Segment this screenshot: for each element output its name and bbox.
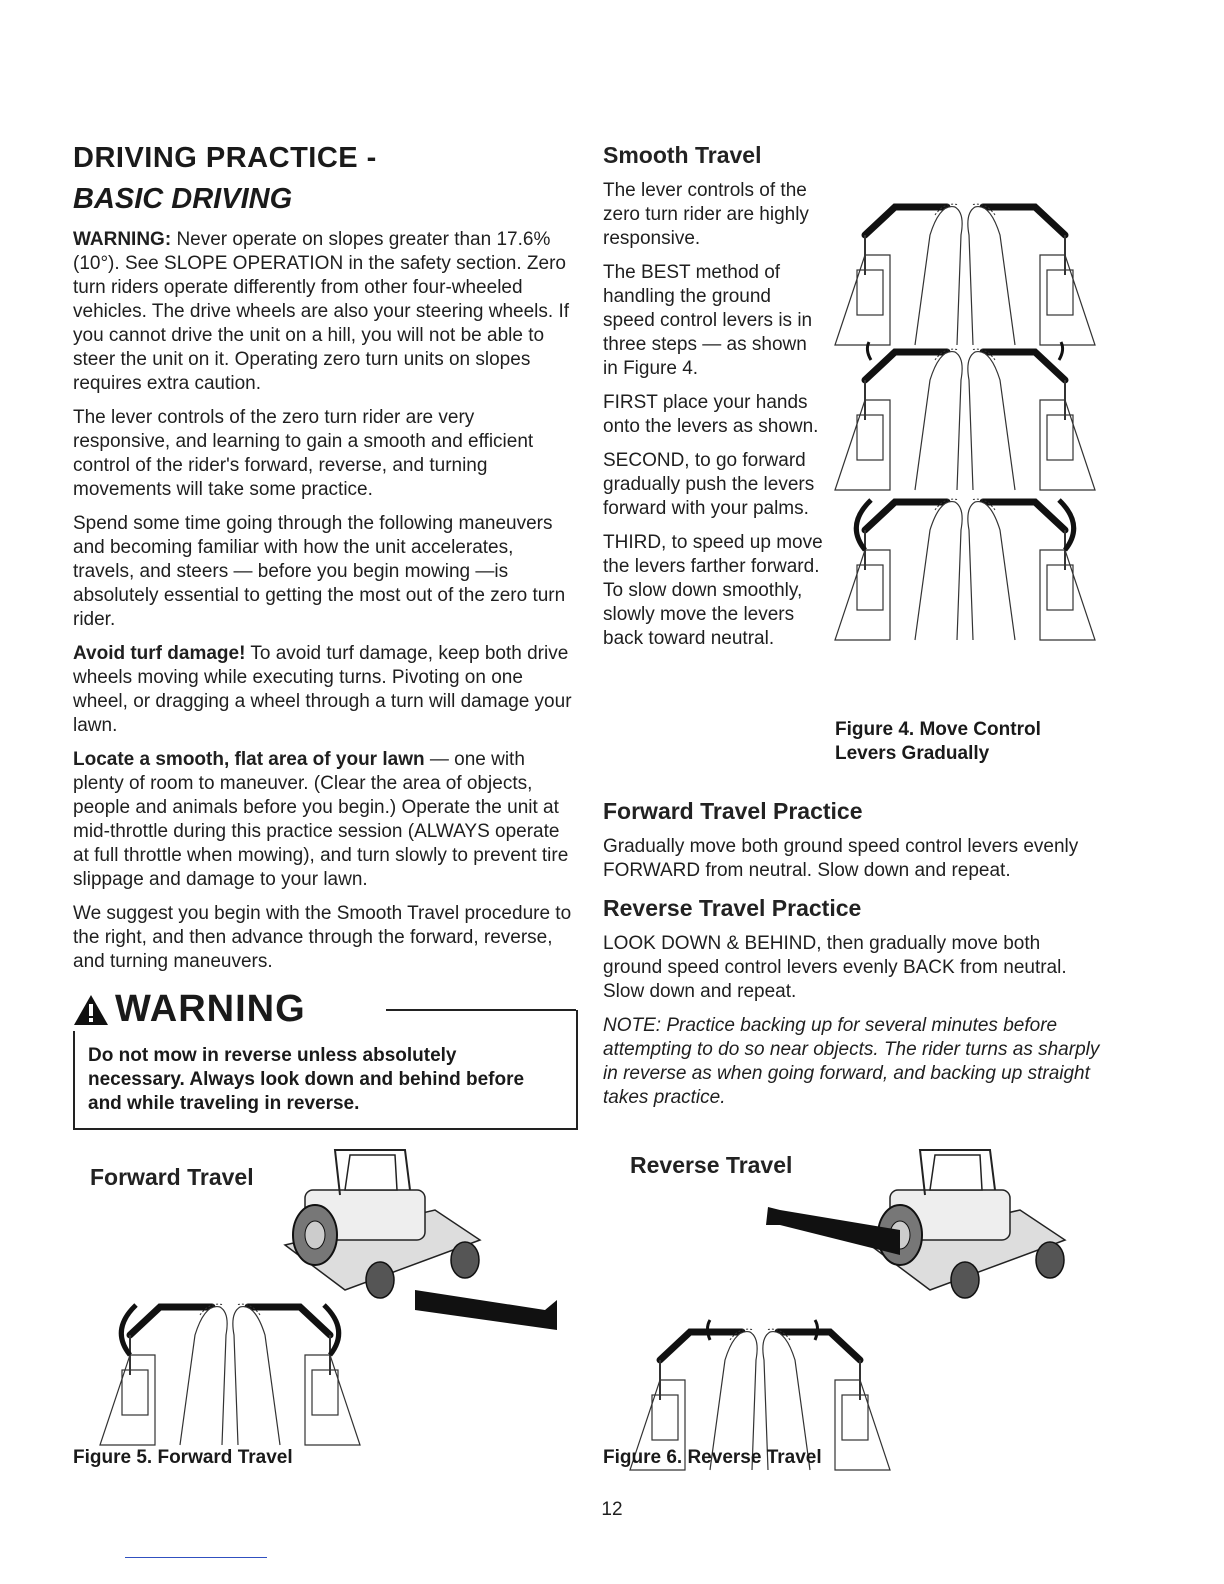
footer-rule (125, 1557, 267, 1558)
figure-5-levers-illustration (100, 1295, 360, 1455)
locate-label: Locate a smooth, flat area of your lawn (73, 749, 425, 770)
paragraph-suggestion: We suggest you begin with the Smooth Travel procedure to the right, and then advance through the forward, reverse, and turning maneuvers. (73, 903, 572, 972)
figure-4-step-2-illustration (835, 340, 1095, 500)
section-title: DRIVING PRACTICE - (73, 142, 377, 174)
warning-triangle-icon (73, 994, 109, 1026)
paragraph-turf-damage (73, 642, 573, 738)
reverse-practice-title: Reverse Travel Practice (603, 895, 862, 921)
reverse-note: NOTE: Practice backing up for several minutes before attempting to do so near objects. The rider turns as sharply in reverse as when going forward, and backing up straight takes practice. (603, 1015, 1100, 1108)
reverse-arrow-icon (760, 1195, 900, 1265)
turf-label: Avoid turf damage! (73, 643, 246, 664)
figure-5-label: Forward Travel (90, 1164, 254, 1190)
figure-4-step-3-illustration (835, 490, 1095, 650)
turf-text: To avoid turf damage, keep both drive wheels moving while executing turns. Pivoting on one wheel, or dragging a wheel through a turn will damage your lawn. (73, 643, 572, 736)
locate-text: — one with plenty of room to maneuver. (Clear the area of objects, people and animals before you begin.) Operate the unit at mid-throttle during this practice session (ALWAYS operate at full throttle when mowing), and turn slowly to prevent tire slippage and damage to your lawn. (73, 749, 569, 890)
paragraph-locate-area (73, 748, 573, 892)
forward-arrow-icon (415, 1290, 557, 1330)
figure-6-caption: Figure 6. Reverse Travel (603, 1447, 822, 1468)
smooth-paragraph-2: The BEST method of handling the ground speed control levers is in three steps — as shown in Figure 4. (603, 262, 813, 379)
warning-title: WARNING (115, 988, 306, 1030)
smooth-travel-section (603, 142, 825, 651)
left-column (73, 142, 573, 974)
figure-4-caption-line-1: Figure 4. Move Control (835, 719, 1041, 740)
figure-5-caption: Figure 5. Forward Travel (73, 1447, 293, 1468)
forward-practice-text: Gradually move both ground speed control levers evenly FORWARD from neutral. Slow down and repeat. (603, 836, 1079, 881)
figure-4-caption (835, 718, 1095, 766)
reverse-practice-text: LOOK DOWN & BEHIND, then gradually move both ground speed control levers evenly BACK from neutral. Slow down and repeat. (603, 933, 1067, 1002)
warning-box (73, 988, 578, 1130)
warning-body: Do not mow in reverse unless absolutely necessary. Always look down and behind before and while traveling in reverse. (88, 1045, 525, 1114)
figure-4-caption-line-2: Levers Gradually (835, 743, 990, 764)
warning-text: Never operate on slopes greater than 17.6% (10°). See SLOPE OPERATION in the safety section. Zero turn riders operate differently from other four-wheeled vehicles. The drive wheels are also your steering wheels. If you cannot drive the unit on a hill, you will not be able to steer the unit on it. Operating zero turn units on slopes requires extra caution. (73, 229, 570, 394)
warning-label: WARNING: (73, 229, 172, 250)
figure-6-mower-illustration (870, 1150, 1080, 1320)
smooth-paragraph-1: The lever controls of the zero turn rider are highly responsive. (603, 180, 809, 249)
smooth-paragraph-3: FIRST place your hands onto the levers as shown. (603, 392, 819, 437)
slope-warning-paragraph (73, 228, 573, 396)
page-number: 12 (601, 1499, 623, 1520)
practice-section (603, 798, 1103, 1110)
forward-practice-title: Forward Travel Practice (603, 798, 863, 824)
warning-header (73, 988, 316, 1031)
figure-4-step-1-illustration (835, 195, 1095, 355)
smooth-paragraph-5: THIRD, to speed up move the levers farther forward. To slow down smoothly, slowly move the levers back toward neutral. (603, 532, 823, 649)
section-subtitle: BASIC DRIVING (73, 183, 293, 215)
smooth-travel-title: Smooth Travel (603, 142, 762, 168)
smooth-paragraph-4: SECOND, to go forward gradually push the levers forward with your palms. (603, 450, 815, 519)
figure-6-label: Reverse Travel (630, 1152, 793, 1178)
paragraph-maneuvers: Spend some time going through the following maneuvers and becoming familiar with how the unit accelerates, travels, and steers — before you begin mowing —is absolutely essential to getting the most out of the zero turn rider. (73, 513, 566, 630)
paragraph-lever-controls: The lever controls of the zero turn rider are very responsive, and learning to gain a smooth and efficient control of the rider's forward, reverse, and turning movements will take some practice. (73, 407, 534, 500)
